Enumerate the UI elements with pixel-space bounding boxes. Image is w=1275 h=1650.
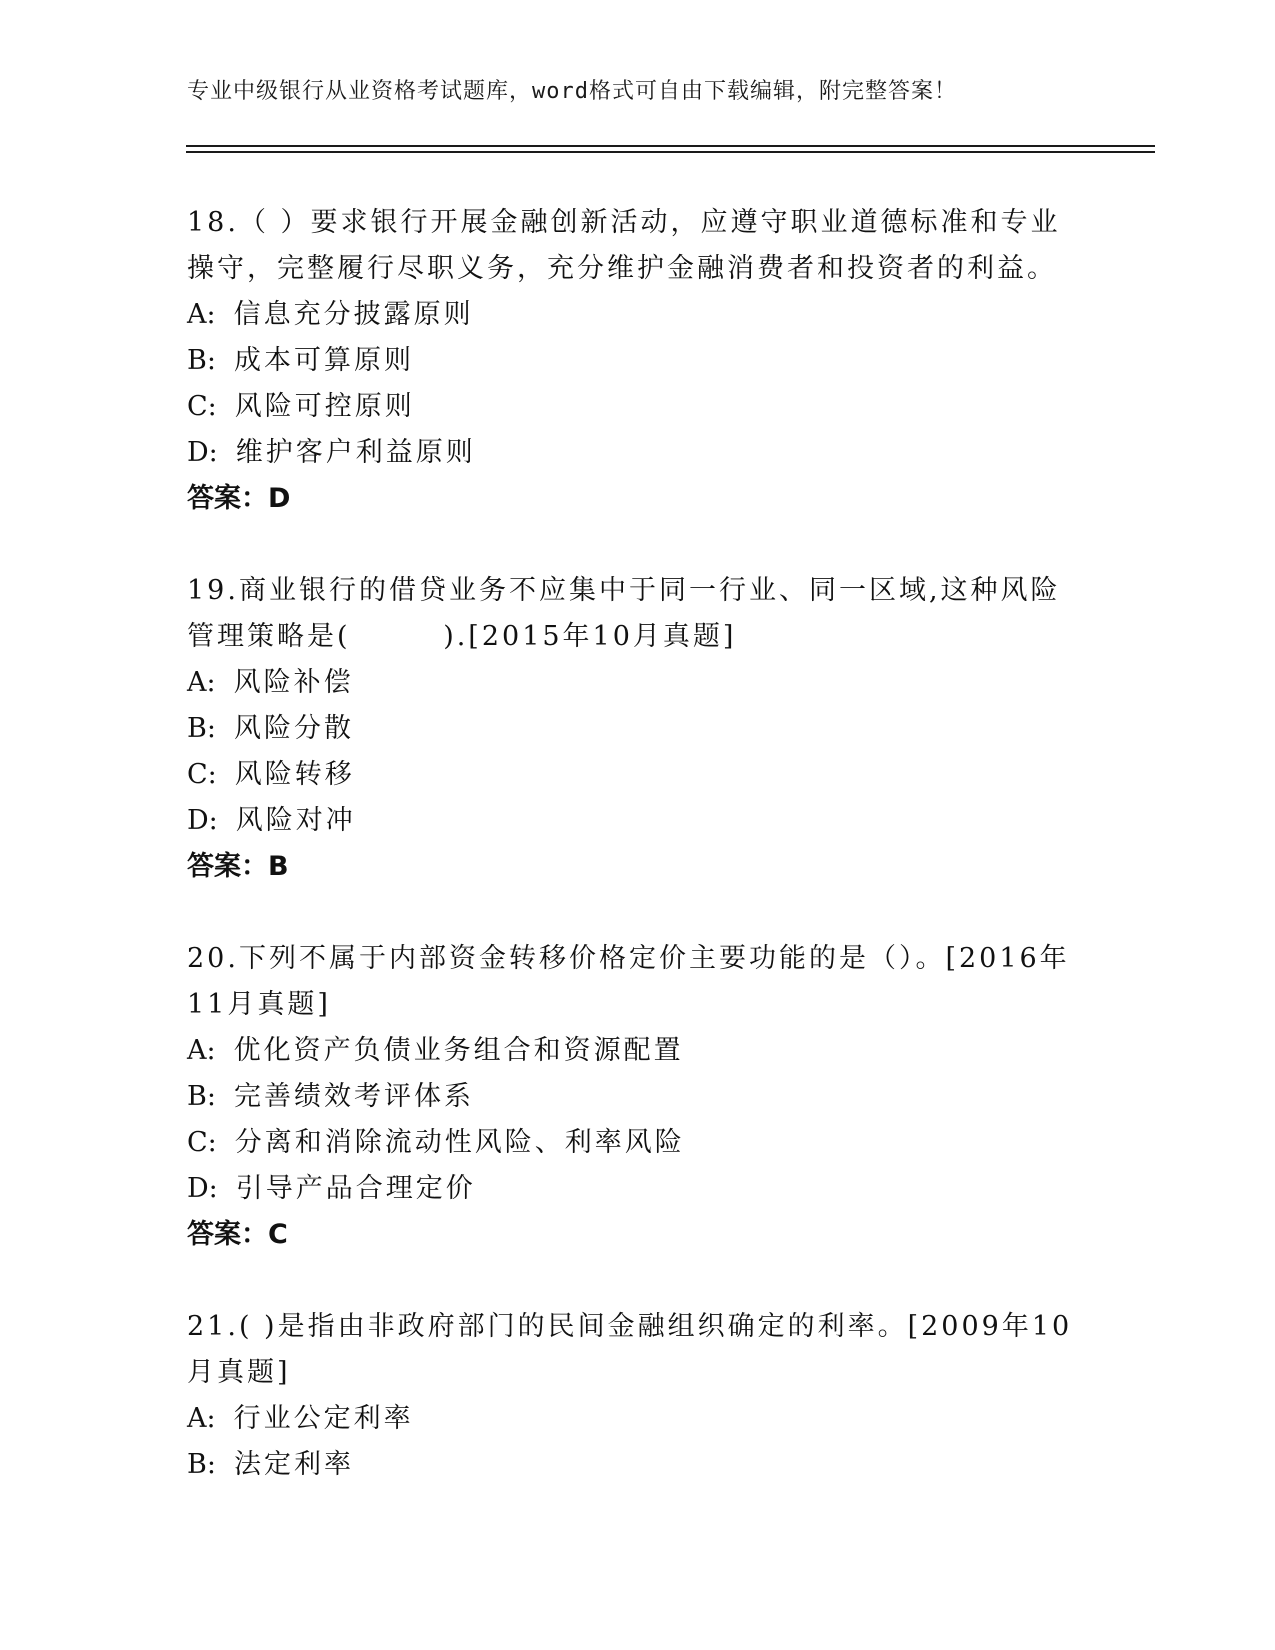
option-text: 引导产品合理定价 bbox=[235, 1173, 476, 1204]
option-letter: A: bbox=[187, 299, 216, 330]
option-letter: B: bbox=[187, 1449, 216, 1480]
option-letter: A: bbox=[187, 667, 216, 698]
question-stem: 19.商业银行的借贷业务不应集中于同一行业、同一区域,这种风险管理策略是( ).[2015年10月真题] bbox=[187, 575, 1061, 652]
option-letter: B: bbox=[187, 1081, 216, 1112]
option-text: 完善绩效考评体系 bbox=[233, 1081, 474, 1112]
option-letter: A: bbox=[187, 1035, 216, 1066]
option-text: 风险可控原则 bbox=[234, 391, 415, 422]
option-d bbox=[187, 798, 1087, 844]
option-a bbox=[187, 1396, 1087, 1442]
answer-line bbox=[187, 844, 1087, 890]
question-stem: 20.下列不属于内部资金转移价格定价主要功能的是（）。[2016年11月真题] bbox=[187, 943, 1070, 1020]
option-a bbox=[187, 292, 1087, 338]
page-header: 专业中级银行从业资格考试题库，word格式可自由下载编辑，附完整答案！ bbox=[187, 79, 957, 104]
option-c bbox=[187, 1120, 1087, 1166]
option-text: 风险转移 bbox=[234, 759, 355, 790]
option-text: 风险补偿 bbox=[233, 667, 354, 698]
header-rule-bottom bbox=[186, 151, 1155, 153]
option-letter: D: bbox=[187, 1173, 218, 1204]
option-b bbox=[187, 338, 1087, 384]
question-21 bbox=[187, 1304, 1087, 1488]
option-letter: B: bbox=[187, 345, 216, 376]
answer-value: B bbox=[268, 851, 289, 882]
option-d bbox=[187, 1166, 1087, 1212]
option-b bbox=[187, 1442, 1087, 1488]
option-letter: C: bbox=[187, 1127, 217, 1158]
question-18 bbox=[187, 200, 1087, 522]
option-a bbox=[187, 660, 1087, 706]
option-text: 风险对冲 bbox=[235, 805, 356, 836]
option-letter: B: bbox=[187, 713, 216, 744]
question-19 bbox=[187, 568, 1087, 890]
answer-label: 答案： bbox=[187, 1219, 268, 1250]
answer-label: 答案： bbox=[187, 851, 268, 882]
option-text: 法定利率 bbox=[233, 1449, 354, 1480]
option-c bbox=[187, 752, 1087, 798]
option-letter: C: bbox=[187, 759, 217, 790]
option-b bbox=[187, 706, 1087, 752]
option-a bbox=[187, 1028, 1087, 1074]
answer-label: 答案： bbox=[187, 483, 268, 514]
option-text: 行业公定利率 bbox=[233, 1403, 414, 1434]
answer-line bbox=[187, 1212, 1087, 1258]
option-text: 风险分散 bbox=[233, 713, 354, 744]
option-text: 成本可算原则 bbox=[233, 345, 414, 376]
option-letter: C: bbox=[187, 391, 217, 422]
answer-line bbox=[187, 476, 1087, 522]
option-c bbox=[187, 384, 1087, 430]
question-stem: 21.( )是指由非政府部门的民间金融组织确定的利率。[2009年10月真题] bbox=[187, 1311, 1073, 1388]
answer-value: D bbox=[268, 483, 291, 514]
header-rule-top bbox=[186, 145, 1155, 147]
option-text: 维护客户利益原则 bbox=[235, 437, 476, 468]
option-letter: A: bbox=[187, 1403, 216, 1434]
option-letter: D: bbox=[187, 437, 218, 468]
option-text: 信息充分披露原则 bbox=[233, 299, 474, 330]
question-20 bbox=[187, 936, 1087, 1258]
option-d bbox=[187, 430, 1087, 476]
option-b bbox=[187, 1074, 1087, 1120]
option-text: 分离和消除流动性风险、利率风险 bbox=[234, 1127, 685, 1158]
option-letter: D: bbox=[187, 805, 218, 836]
question-list bbox=[187, 200, 1087, 1534]
question-stem: 18.（ ）要求银行开展金融创新活动，应遵守职业道德标准和专业操守，完整履行尽职义务，充分维护金融消费者和投资者的利益。 bbox=[187, 207, 1061, 284]
option-text: 优化资产负债业务组合和资源配置 bbox=[233, 1035, 684, 1066]
answer-value: C bbox=[268, 1219, 288, 1250]
